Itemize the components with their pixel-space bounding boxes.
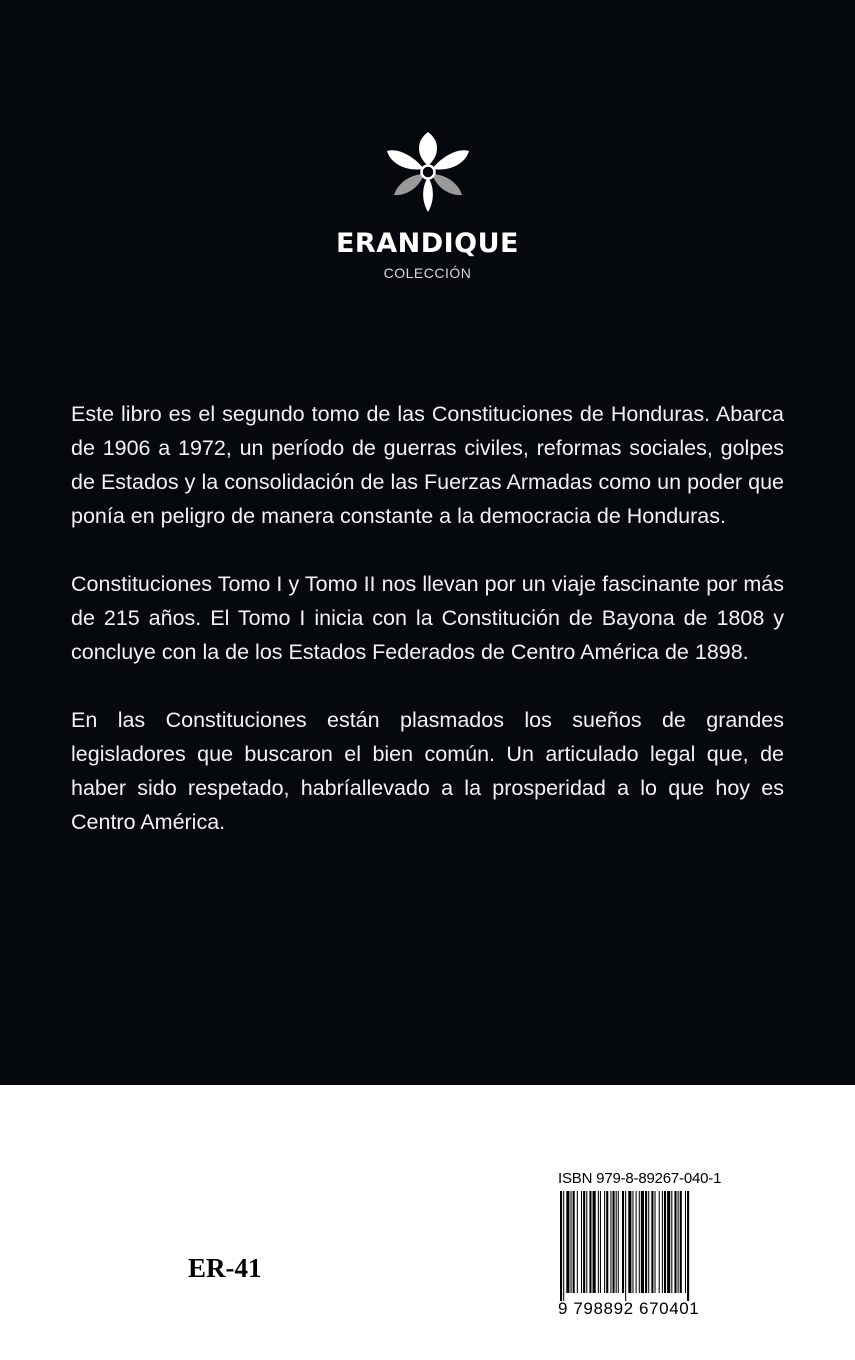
barcode-bar xyxy=(651,1191,653,1293)
barcode-icon xyxy=(558,1191,728,1301)
barcode-bar xyxy=(586,1191,587,1293)
barcode-bar xyxy=(604,1191,605,1293)
barcode-bar xyxy=(571,1191,572,1293)
barcode-bar xyxy=(667,1191,670,1293)
petal-right-upper xyxy=(432,150,469,169)
barcode-bar xyxy=(622,1191,624,1293)
barcode-bar xyxy=(560,1191,562,1301)
barcode-bar xyxy=(687,1191,689,1301)
barcode-bar xyxy=(600,1191,601,1293)
barcode-bar xyxy=(664,1191,666,1293)
flower-center xyxy=(421,166,434,179)
petal-top xyxy=(418,132,436,166)
barcode-bar xyxy=(662,1191,663,1293)
barcode-bar xyxy=(583,1191,585,1293)
barcode-bar xyxy=(598,1191,599,1293)
isbn-label: ISBN 979-8-89267-040-1 xyxy=(558,1170,722,1187)
brand-name: ERANDIQUE xyxy=(335,228,519,259)
barcode-bar xyxy=(628,1191,631,1293)
blurb-paragraph: Este libro es el segundo tomo de las Constituciones de Honduras. Abarca de 1906 a 1972, un período de guerras civiles, reformas sociales, golpes de Estados y la consolidación de las Fuerzas Armadas como un poder que ponía en peligro de manera constante a la democracia de Honduras. xyxy=(71,402,784,528)
barcode-bar xyxy=(563,1191,564,1301)
petal-left-upper xyxy=(387,150,424,169)
back-cover-blurb xyxy=(71,397,784,873)
barcode-bar xyxy=(674,1191,676,1293)
barcode-bar xyxy=(577,1191,578,1293)
barcode-bar xyxy=(566,1191,569,1293)
barcode-bar xyxy=(613,1191,615,1293)
barcode-bar xyxy=(678,1191,679,1293)
barcode-bar xyxy=(632,1191,633,1293)
barcode-bar xyxy=(655,1191,656,1293)
barcode-bar xyxy=(645,1191,647,1293)
barcode-bar xyxy=(641,1191,644,1293)
barcode-bar xyxy=(589,1191,591,1293)
brand-subtitle: COLECCIÓN xyxy=(383,265,472,281)
blurb-paragraph: Constituciones Tomo I y Tomo II nos llevan por un viaje fascinante por más de 215 años. El Tomo I inicia con la Constitución de Bayona de 1808 y concluye con la de los Estados Federados de Centro América de 1898. xyxy=(71,572,784,664)
barcode-bar xyxy=(671,1191,672,1293)
barcode-bar xyxy=(648,1191,649,1293)
barcode-bar xyxy=(639,1191,640,1293)
collection-logo xyxy=(0,130,855,281)
barcode-bar xyxy=(593,1191,596,1293)
petal-right-lower xyxy=(432,174,462,195)
barcode-bar xyxy=(659,1191,660,1293)
barcode-bar xyxy=(610,1191,611,1293)
barcode-bar xyxy=(606,1191,608,1293)
barcode-bar xyxy=(581,1191,582,1293)
barcode-bar xyxy=(685,1191,686,1293)
petal-left-lower xyxy=(394,174,424,195)
barcode-bar xyxy=(573,1191,575,1293)
barcode-bar xyxy=(625,1191,626,1301)
isbn-barcode-block xyxy=(558,1170,738,1319)
barcode-bar xyxy=(636,1191,637,1293)
petal-bottom xyxy=(423,177,433,212)
barcode-bar xyxy=(618,1191,619,1293)
flower-logo-icon xyxy=(383,130,473,222)
barcode-bar xyxy=(680,1191,682,1293)
blurb-paragraph: En las Constituciones están plasmados los sueños de grandes legisladores que buscaron el bien común. Un articulado legal que, de haber sido respetado, habríallevado a la prosperidad a lo que hoy es Centro América. xyxy=(71,708,784,834)
barcode-bar xyxy=(616,1191,617,1293)
series-code: ER-41 xyxy=(188,1253,262,1283)
isbn-digits: 9 798892 670401 xyxy=(558,1299,700,1318)
